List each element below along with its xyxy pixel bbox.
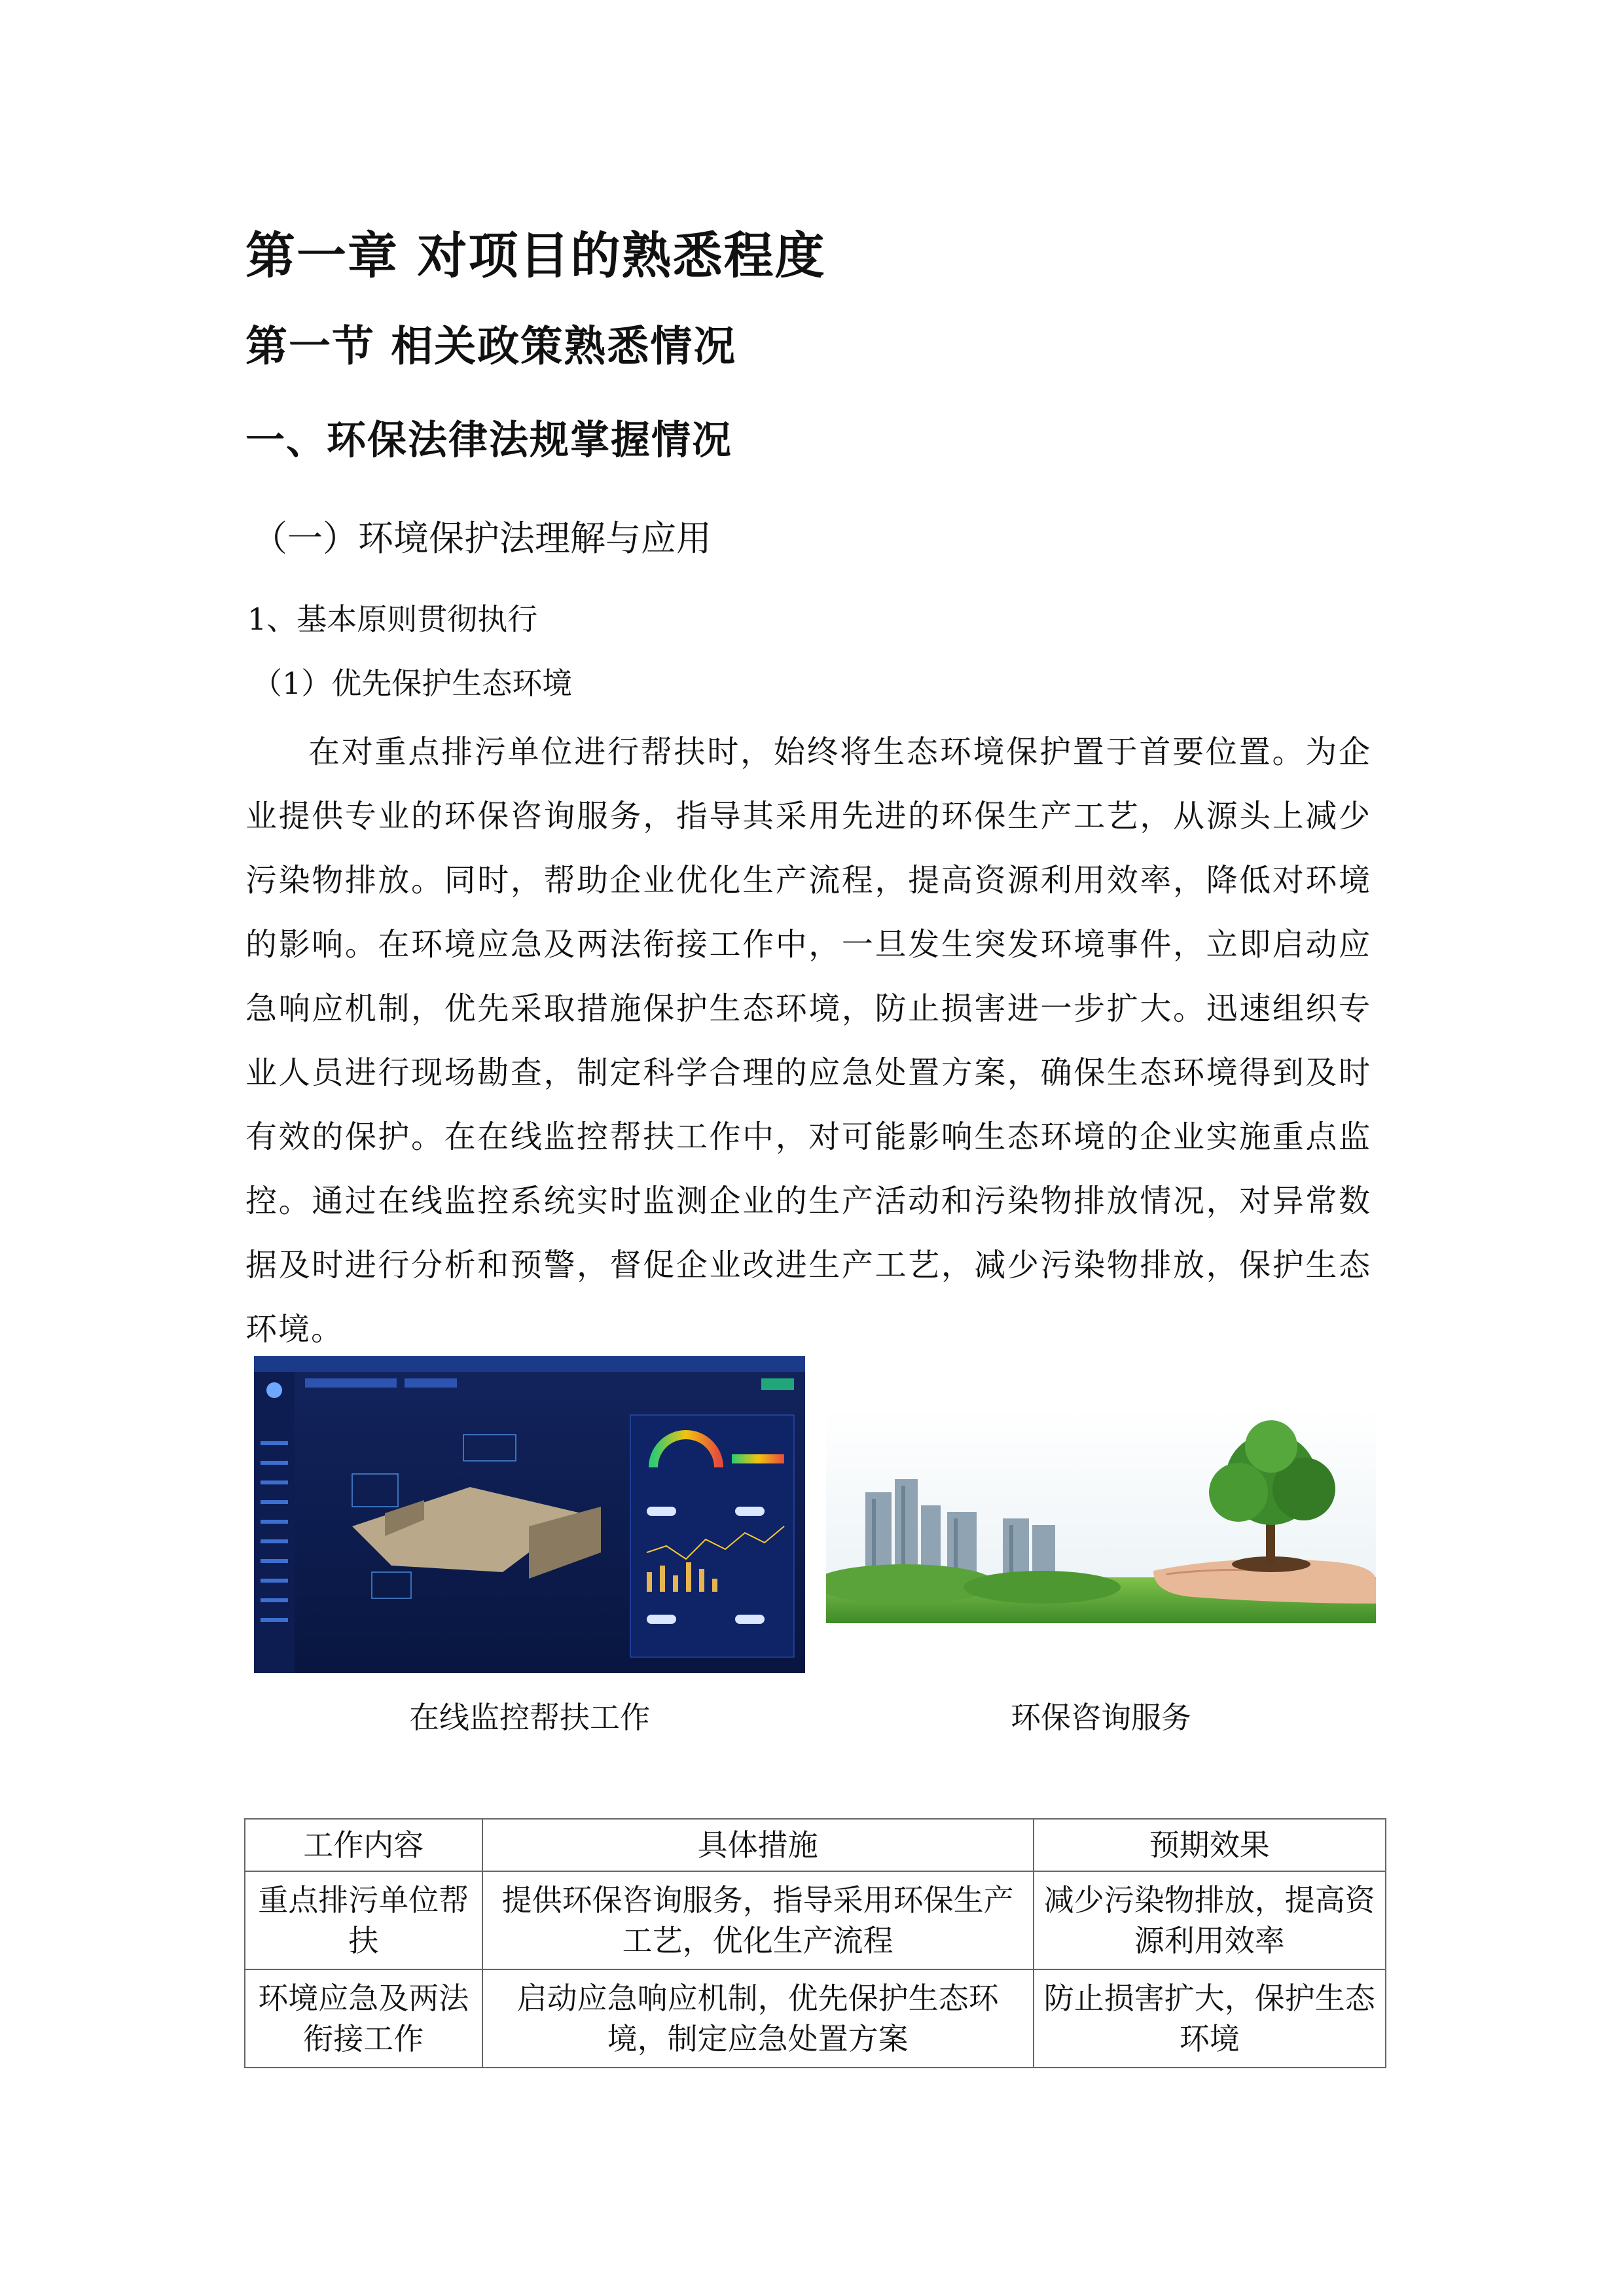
subsubsection-title: （一）环境保护法理解与应用 (252, 518, 712, 559)
table-cell: 环境应急及两法衔接工作 (245, 1969, 482, 2068)
table-row (245, 1871, 1386, 1969)
table-row (245, 1969, 1386, 2068)
table-header-row (245, 1819, 1386, 1871)
table-header-cell: 预期效果 (1034, 1819, 1386, 1871)
table-cell: 启动应急响应机制，优先保护生态环境，制定应急处置方案 (482, 1969, 1034, 2068)
monitoring-dashboard-image (254, 1356, 805, 1673)
city-tree-illustration (826, 1407, 1376, 1623)
table-cell: 重点排污单位帮扶 (245, 1871, 482, 1969)
chapter-title: 第一章 对项目的熟悉程度 (245, 226, 826, 285)
table-cell: 提供环保咨询服务，指导采用环保生产工艺，优化生产流程 (482, 1871, 1034, 1969)
subsection-title: 一、环保法律法规掌握情况 (245, 418, 732, 463)
consulting-service-image (826, 1407, 1376, 1623)
item-title: 1、基本原则贯彻执行 (247, 601, 538, 637)
table-header-cell: 具体措施 (482, 1819, 1034, 1871)
dashboard-illustration (254, 1356, 805, 1673)
figure-caption-consulting: 环保咨询服务 (1011, 1700, 1191, 1735)
table-cell: 防止损害扩大，保护生态环境 (1034, 1969, 1386, 2068)
subitem-title: （1）优先保护生态环境 (252, 666, 573, 701)
table-cell: 减少污染物排放，提高资源利用效率 (1034, 1871, 1386, 1969)
section-title: 第一节 相关政策熟悉情况 (245, 323, 737, 371)
table-header-cell: 工作内容 (245, 1819, 482, 1871)
work-measures-table (244, 1818, 1386, 2068)
body-paragraph: 在对重点排污单位进行帮扶时，始终将生态环境保护置于首要位置。为企业提供专业的环保咨询服务，指导其采用先进的环保生产工艺，从源头上减少污染物排放。同时，帮助企业优化生产流程，提高资源利用效率，降低对环境的影响。在环境应急及两法衔接工作中，一旦发生突发环境事件，立即启动应急响应机制，优先采取措施保护生态环境，防止损害进一步扩大。迅速组织专业人员进行现场勘查，制定科学合理的应急处置方案，确保生态环境得到及时有效的保护。在在线监控帮扶工作中，对可能影响生态环境的企业实施重点监控。通过在线监控系统实时监测企业的生产活动和污染物排放情况，对异常数据及时进行分析和预警，督促企业改进生产工艺，减少污染物排放，保护生态环境。 (245, 734, 1371, 1348)
figure-caption-monitoring: 在线监控帮扶工作 (409, 1700, 650, 1735)
